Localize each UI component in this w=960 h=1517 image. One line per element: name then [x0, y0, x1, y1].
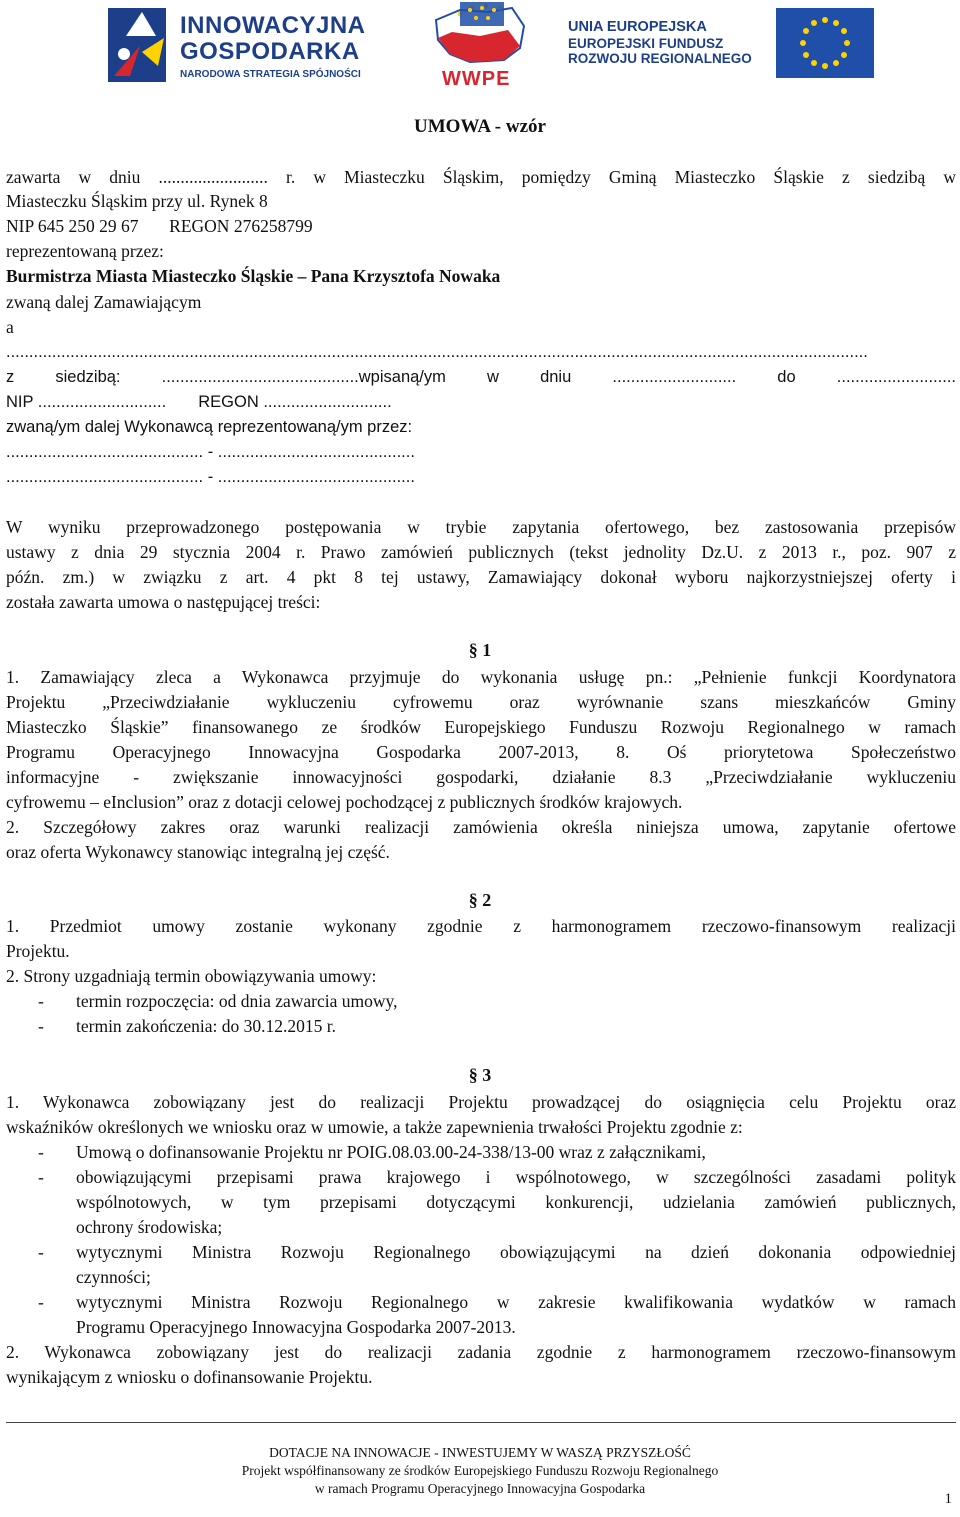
footer-cofinanced: Projekt współfinansowany ze środków Europejskiego Funduszu Rozwoju Regionalnego	[241, 1463, 719, 1478]
footer-programme: w ramach Programu Operacyjnego Innowacyjna Gospodarka	[314, 1481, 646, 1496]
section-3-line-4: wynikającym z wniosku o dofinansowanie Projektu.	[6, 1367, 373, 1387]
section-1-line: Programu Operacyjnego Innowacyjna Gospodarka 2007-2013, 8. Oś priorytetowa Społeczeństwo	[6, 742, 956, 762]
bullet-marker: -	[38, 1167, 44, 1187]
intro-representative-1: ........................................... - ...........................................	[6, 443, 415, 461]
section-3-bullet-1: Umową o dofinansowanie Projektu nr POIG.08.03.00-24-338/13-00 wraz z załącznikami,	[76, 1142, 706, 1162]
bullet-marker: -	[38, 1142, 44, 1162]
page-number: 1	[944, 1491, 952, 1507]
section-1-line: Miasteczko Śląskie” finansowanego ze środków Europejskiego Funduszu Rozwoju Regionalnego w ramach	[6, 717, 956, 737]
intro-contractor-represented: zwaną/ym dalej Wykonawcą reprezentowaną/ym przez:	[6, 418, 413, 436]
preamble-line-3: późn. zm.) w związku z art. 4 pkt 8 tej ustawy, Zamawiający dokonał wyboru najkorzystniejszej oferty i	[6, 567, 956, 587]
intro-contractor-nip: NIP ............................ REGON ............................	[6, 393, 392, 411]
bullet-marker: -	[38, 1242, 44, 1262]
eu-logo-line3: ROZWOJU REGIONALNEGO	[568, 51, 752, 66]
preamble-line-2: ustawy z dnia 29 stycznia 2004 r. Prawo zamówień publicznych (tekst jednolity Dz.U. z 2013 r., poz. 907 z	[6, 542, 956, 562]
section-3-bullet-2-line-2: wspólnotowych, w tym przepisami dotyczącymi konkurencji, udzielania zamówień publicznych,	[76, 1192, 956, 1212]
intro-and: a	[6, 317, 14, 337]
document-title: UMOWA - wzór	[414, 116, 546, 137]
intro-line-1: zawarta w dniu ......................... r. w Miasteczku Śląskim, pomiędzy Gminą Miasteczko Śląskie z siedzibą w	[6, 167, 956, 187]
section-1-line: Projektu „Przeciwdziałanie wykluczeniu cyfrowemu oraz wyrównanie szans mieszkańców Gminy	[6, 692, 956, 712]
eu-logo	[568, 8, 958, 88]
section-3-line-1: 1. Wykonawca zobowiązany jest do realizacji Projektu prowadzącej do osiągnięcia celu Projektu oraz	[6, 1092, 956, 1112]
intro-ordering-party: zwaną dalej Zamawiającym	[6, 292, 202, 312]
intro-line-2: Miasteczku Śląskim przy ul. Rynek 8	[6, 191, 268, 211]
eu-logo-line1: UNIA EUROPEJSKA	[568, 19, 707, 35]
footer-slogan: DOTACJE NA INNOWACJE - INWESTUJEMY W WASZĄ PRZYSZŁOŚĆ	[269, 1445, 691, 1460]
section-1-line: informacyjne - zwiększanie innowacyjności gospodarki, działanie 8.3 „Przeciwdziałanie wykluczeniu	[6, 767, 956, 787]
intro-contractor-seat: z siedzibą: ...........................................wpisaną/ym w dniu ........................... do ..........................	[6, 368, 956, 386]
ig-logo-line1: INNOWACYJNA	[180, 12, 366, 39]
preamble-line-4: została zawarta umowa o następującej treści:	[6, 592, 321, 612]
footer-divider	[6, 1422, 956, 1423]
section-3-bullet-3-line-1: wytycznymi Ministra Rozwoju Regionalnego obowiązującymi na dzień dokonania odpowiedniej	[76, 1242, 956, 1262]
bullet-marker: -	[38, 991, 44, 1011]
section-1-line: cyfrowemu – eInclusion” oraz z dotacji celowej pochodzącej z publicznych środków krajowych.	[6, 792, 683, 812]
section-3-bullet-2-line-3: ochrony środowiska;	[76, 1217, 223, 1237]
section-3-bullet-2-line-1: obowiązującymi przepisami prawa krajowego i wspólnotowego, w szczególności zasadami polityk	[76, 1167, 956, 1187]
preamble-line-1: W wyniku przeprowadzonego postępowania w trybie zapytania ofertowego, bez zastosowania przepisów	[6, 517, 956, 537]
header-logos	[0, 0, 960, 98]
ig-star-icon	[106, 6, 168, 84]
intro-represented-by: reprezentowaną przez:	[6, 241, 164, 261]
intro-nip-regon: NIP 645 250 29 67 REGON 276258799	[6, 216, 313, 236]
section-2-bullet-2: termin zakończenia: do 30.12.2015 r.	[76, 1016, 336, 1036]
section-1-line: oraz oferta Wykonawcy stanowiąc integralną jej część.	[6, 842, 390, 862]
section-3-bullet-4-line-2: Programu Operacyjnego Innowacyjna Gospodarka 2007-2013.	[76, 1317, 516, 1337]
section-2-line-2: Projektu.	[6, 941, 70, 961]
section-3-line-2: wskaźników określonych we wniosku oraz w umowie, a także zapewnienia trwałości Projektu zgodnie z:	[6, 1117, 743, 1137]
section-2-heading: § 2	[468, 890, 492, 910]
section-1-heading: § 1	[468, 640, 492, 660]
section-1-line: 2. Szczegółowy zakres oraz warunki realizacji zamówienia określa niniejsza umowa, zapytanie ofertowe	[6, 817, 956, 837]
ig-logo-line3: NARODOWA STRATEGIA SPÓJNOŚCI	[180, 69, 361, 80]
intro-mayor: Burmistrza Miasta Miasteczko Śląskie – Pana Krzysztofa Nowaka	[6, 266, 501, 286]
section-2-bullet-1: termin rozpoczęcia: od dnia zawarcia umowy,	[76, 991, 398, 1011]
wwpe-logo-text: WWPE	[442, 68, 511, 90]
innowacyjna-gospodarka-logo	[106, 6, 366, 84]
wwpe-map-icon	[430, 2, 530, 68]
section-3-line-3: 2. Wykonawca zobowiązany jest do realizacji zadania zgodnie z harmonogramem rzeczowo-finansowym	[6, 1342, 956, 1362]
eu-flag-icon	[776, 8, 874, 78]
section-1-line: 1. Zamawiający zleca a Wykonawca przyjmuje do wykonania usługę pn.: „Pełnienie funkcji Koordynatora	[6, 667, 956, 687]
bullet-marker: -	[38, 1292, 44, 1312]
eu-logo-line2: EUROPEJSKI FUNDUSZ	[568, 35, 724, 51]
ig-logo-line2: GOSPODARKA	[180, 38, 360, 65]
section-3-bullet-3-line-2: czynności;	[76, 1267, 151, 1287]
intro-representative-2: ........................................... - ...........................................	[6, 468, 415, 486]
section-2-line-1: 1. Przedmiot umowy zostanie wykonany zgodnie z harmonogramem rzeczowo-finansowym realizacji	[6, 916, 956, 936]
section-3-bullet-4-line-1: wytycznymi Ministra Rozwoju Regionalnego w zakresie kwalifikowania wydatków w ramach	[76, 1292, 956, 1312]
section-3-heading: § 3	[468, 1065, 492, 1085]
section-2-line-3: 2. Strony uzgadniają termin obowiązywania umowy:	[6, 966, 377, 986]
wwpe-logo	[430, 2, 530, 94]
intro-contractor-dots: ............................................................................................................................................................................................	[6, 343, 868, 361]
bullet-marker: -	[38, 1016, 44, 1036]
